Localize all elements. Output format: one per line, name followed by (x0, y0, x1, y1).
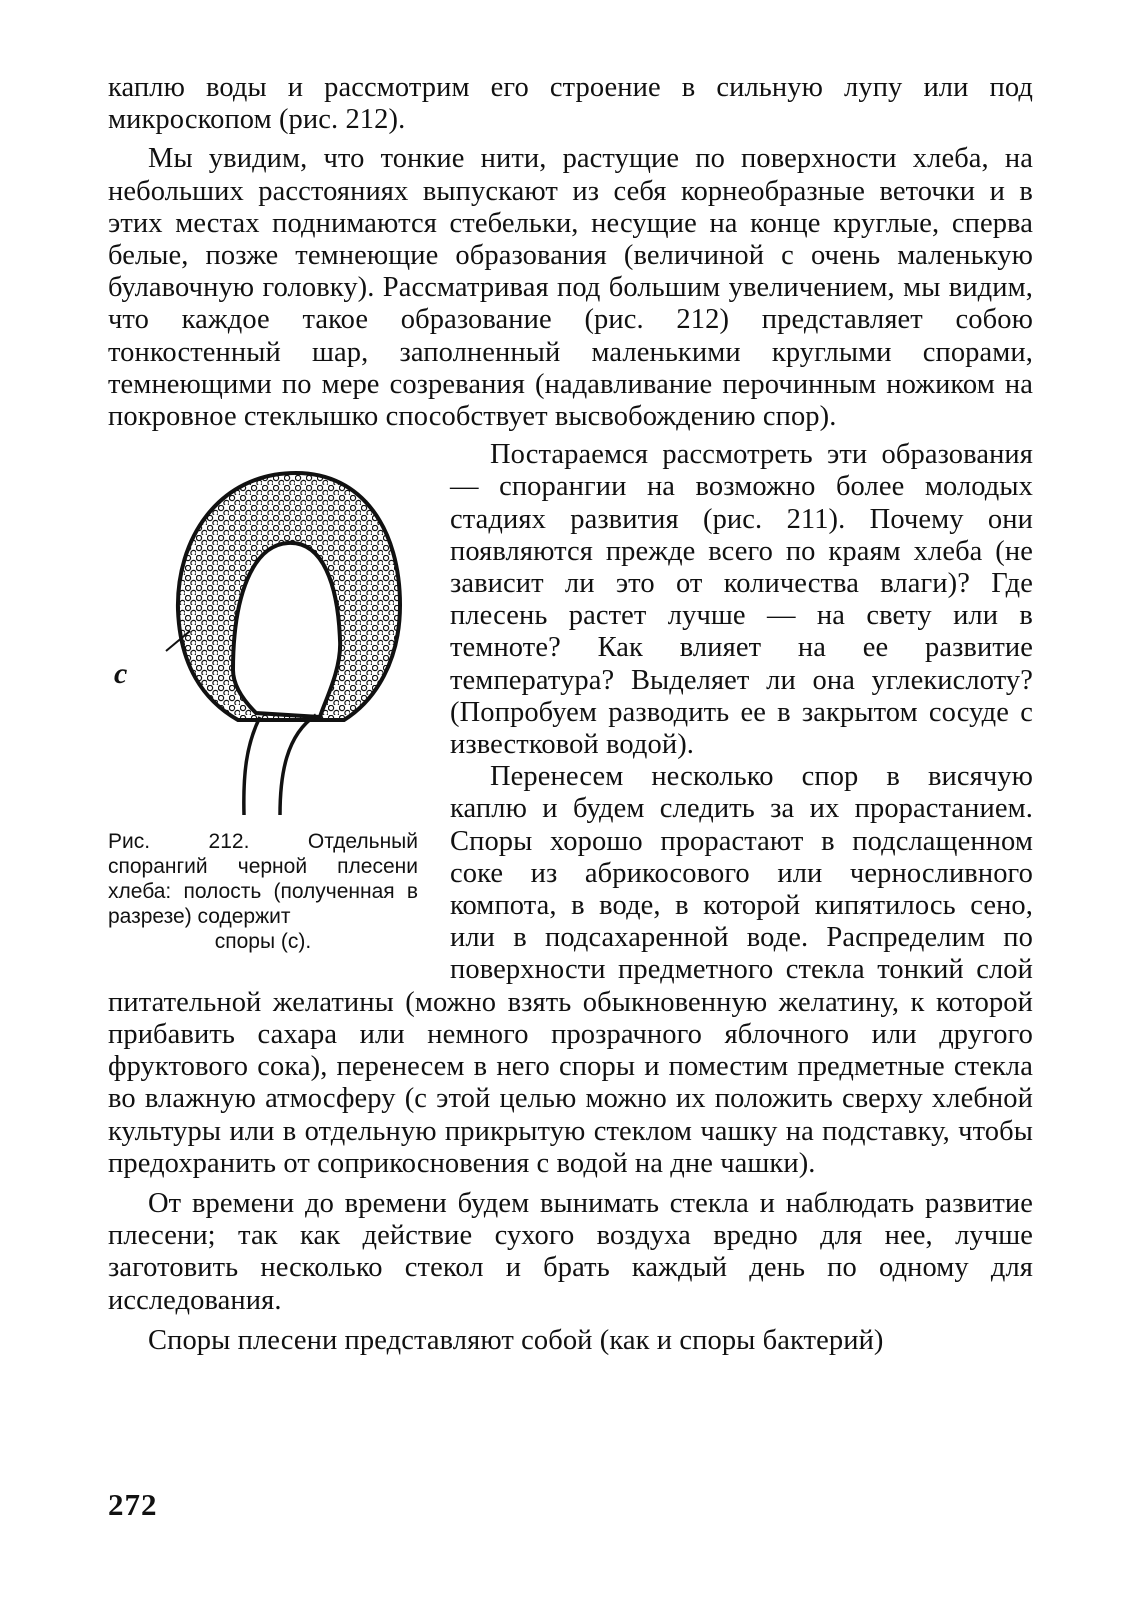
paragraph-4: Перенесем несколько спор в висячую каплю и будем следить за их прорастанием. Споры хорошо прорастают в подслащенном соке из абрикосового или черносливного компота, в воде, в которой кипятилось сено, или в подсахаренной воде. Распределим по поверхности предметного стекла тонкий слой питательной желатины (можно взять обыкновенную желатину, к которой прибавить сахара или немного прозрачного яблочного или другого фруктового сока), перенесем в него споры и поместим предметные стекла во влажную атмосферу (с этой целью можно их положить сверху хлебной культуры или в отдельную прикрытую стеклом чашку на подставку, чтобы предохранить от соприкосновения с водой на дне чашки). (108, 761, 1033, 1179)
figure-label: с (114, 657, 128, 691)
paragraph-5: От времени до времени будем вынимать стекла и наблюдать развитие плесени; так как действие сухого воздуха вредно для нее, лучше заготовить несколько стекол и брать каждый день по одному для исследования. (108, 1187, 1033, 1316)
paragraph-6: Споры плесени представляют собой (как и споры бактерий) (148, 1324, 884, 1356)
paragraph-3: Постараемся рассмотреть эти образования — спорангии на возможно более молодых стадиях развития (рис. 211). Почему они появляются прежде всего по краям хлеба (не зависит ли это от количества влаги)? Где плесень растет лучше — на свету или в темноте? Как влияет на ее развитие температура? Выделяет ли она углекислоту? (Попробуем разводить ее в закрытом сосуде с известковой водой). (450, 439, 1033, 761)
figure-212 (108, 445, 420, 954)
stalk (244, 717, 260, 815)
caption-main: Рис. 212. Отдельный спорангий черной плесени хлеба: полость (полученная в разрезе) содержит (108, 830, 418, 929)
paragraph-1: каплю воды и рассмотрим его строение в сильную лупу или под микроскопом (рис. 212). (108, 72, 1033, 136)
page-number: 272 (108, 1487, 158, 1522)
page-content (108, 72, 1033, 1572)
sporangium-illustration (108, 445, 420, 815)
figure-caption (108, 829, 420, 954)
caption-last: споры (с). (214, 930, 312, 954)
stalk (280, 715, 316, 815)
paragraph-2: Мы увидим, что тонкие нити, растущие по поверхности хлеба, на небольших расстояниях выпускают из себя корнеобразные веточки и в этих местах поднимаются стебельки, несущие на конце круглые, сперва белые, позже темнеющие образования (величиной с очень маленькую булавочную головку). Рассматривая под большим увеличением, мы видим, что каждое такое образование (рис. 212) представляет собою тонкостенный шар, заполненный маленькими круглыми спорами, темнеющими по мере созревания (надавливание перочинным ножиком на покровное стеклышко способствует высвобождению спор). (108, 143, 1033, 433)
